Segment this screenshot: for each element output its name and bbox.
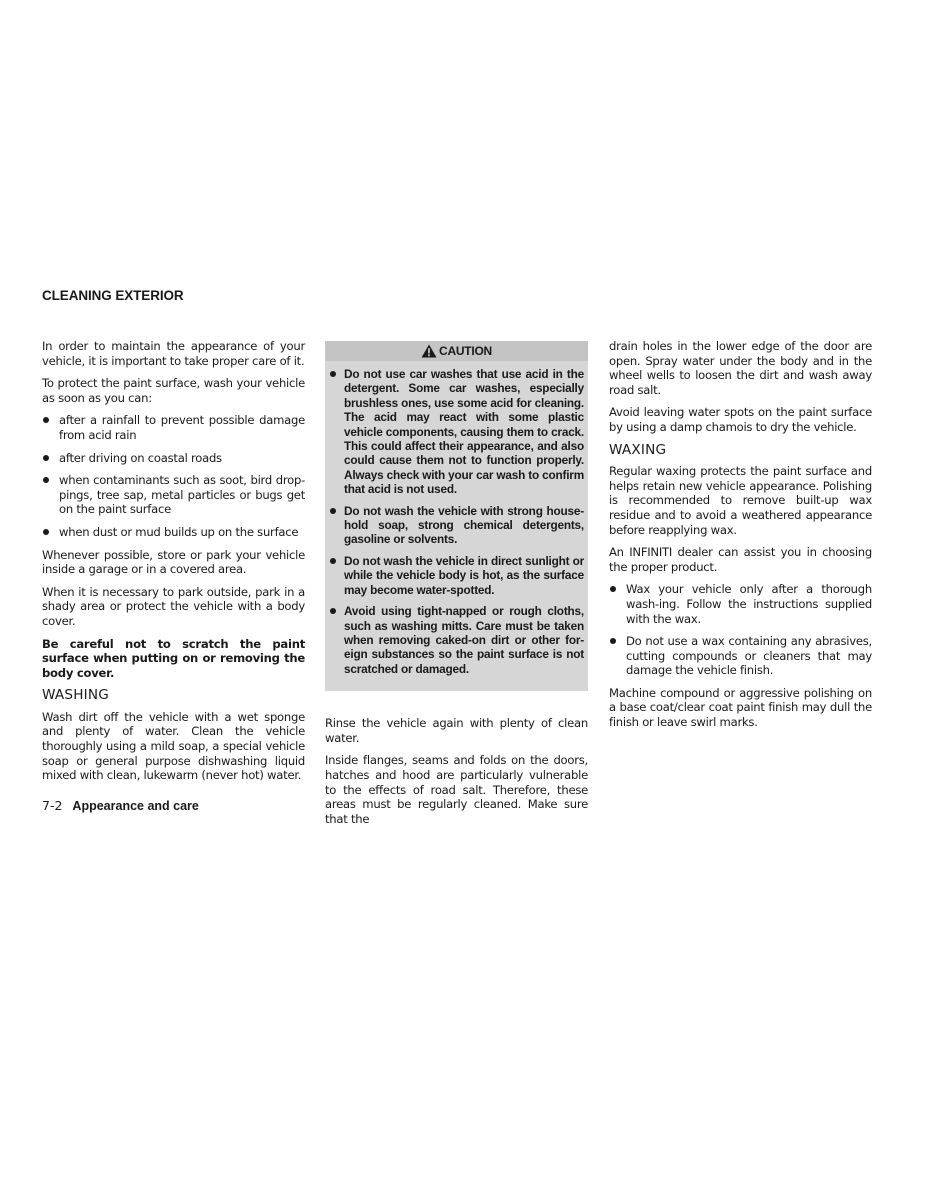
paragraph: Regular waxing protects the paint surface and helps retain new vehicle appearance. Polishing is recommended to remove built-up wax residue and to avoid a weathered appearance before reapplying wax.: [609, 464, 872, 537]
list-item: Wax your vehicle only after a thorough wash-ing. Follow the instructions supplied with the wax.: [609, 582, 872, 626]
paragraph: In order to maintain the appearance of your vehicle, it is important to take proper care of it.: [42, 339, 305, 368]
paragraph: To protect the paint surface, wash your vehicle as soon as you can:: [42, 376, 305, 405]
page-number: 7-2: [42, 798, 63, 813]
caution-label: CAUTION: [439, 343, 492, 358]
list-item: when contaminants such as soot, bird drop-pings, tree sap, metal particles or bugs get on the paint surface: [42, 473, 305, 517]
list-item: Avoid using tight-napped or rough cloths, such as washing mitts. Care must be taken when removing caked-on dirt or other for-eign substances so the paint surface is not scratched or damaged.: [328, 604, 585, 676]
page-footer: [42, 798, 199, 813]
paragraph: Whenever possible, store or park your vehicle inside a garage or in a covered area.: [42, 547, 305, 577]
list-item: Do not wash the vehicle with strong house-hold soap, strong chemical detergents, gasoline or solvents.: [328, 504, 585, 547]
warning-icon: [421, 344, 437, 358]
bold-note: Be careful not to scratch the paint surface when putting on or removing the body cover.: [42, 636, 305, 680]
list-item: when dust or mud builds up on the surface: [42, 525, 305, 540]
paragraph: When it is necessary to park outside, park in a shady area or protect the vehicle with a body cover.: [42, 584, 305, 628]
list-item: after driving on coastal roads: [42, 451, 305, 466]
paragraph: Machine compound or aggressive polishing on a base coat/clear coat paint finish may dull the finish or leave swirl marks.: [609, 685, 872, 730]
bullet-list: [609, 582, 872, 678]
column-2: [325, 339, 588, 834]
paragraph: Rinse the vehicle again with plenty of clean water.: [325, 716, 588, 745]
paragraph: Inside flanges, seams and folds on the doors, hatches and hood are particularly vulnerable to the effects of road salt. Therefore, these areas must be regularly cleaned. Make sure that the: [325, 753, 588, 826]
list-item: Do not use a wax containing any abrasives, cutting compounds or cleaners that may damage the vehicle finish.: [609, 634, 872, 678]
caution-list: [328, 367, 585, 676]
caution-box: [325, 341, 588, 691]
washing-heading: WASHING: [42, 687, 109, 704]
list-item: after a rainfall to prevent possible damage from acid rain: [42, 413, 305, 442]
footer-section-label: Appearance and care: [72, 799, 199, 813]
list-item: Do not use car washes that use acid in the detergent. Some car washes, especially brushless ones, use some acid for cleaning. The acid may react with some plastic vehicle components, causing them to crack. This could affect their appearance, and also could cause them not to function properly. Always check with your car wash to confirm that acid is not used.: [328, 367, 585, 497]
column-3: [609, 339, 872, 738]
paragraph: Avoid leaving water spots on the paint surface by using a damp chamois to dry the vehicle.: [609, 405, 872, 434]
bullet-list: [42, 413, 305, 539]
paragraph: Wash dirt off the vehicle with a wet sponge and plenty of water. Clean the vehicle thoroughly using a mild soap, a special vehicle soap or general purpose dishwashing liquid mixed with clean, lukewarm (never hot) water.: [42, 709, 305, 783]
caution-header: [325, 341, 588, 361]
list-item: Do not wash the vehicle in direct sunlight or while the vehicle body is hot, as the surface may become water-spotted.: [328, 554, 585, 597]
section-title: CLEANING EXTERIOR: [42, 288, 184, 303]
paragraph: An INFINITI dealer can assist you in choosing the proper product.: [609, 545, 872, 574]
waxing-heading: WAXING: [609, 441, 667, 458]
paragraph: drain holes in the lower edge of the door are open. Spray water under the body and in the wheel wells to loosen the dirt and wash away road salt.: [609, 339, 872, 397]
column-1: [42, 339, 305, 791]
